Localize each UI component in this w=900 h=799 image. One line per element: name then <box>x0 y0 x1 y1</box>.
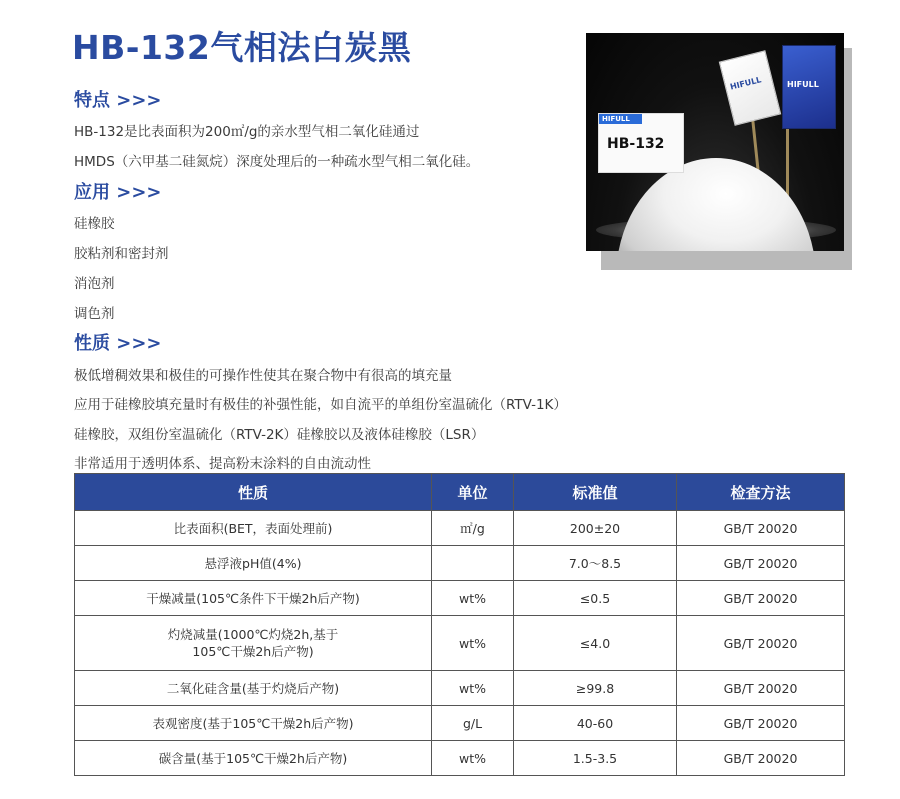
cell-unit: wt% <box>432 581 514 616</box>
cell-property-line: 105℃干燥2h后产物) <box>192 644 314 659</box>
cell-method: GB/T 20020 <box>677 706 845 741</box>
cell-property: 碳含量(基于105℃干燥2h后产物) <box>75 741 432 776</box>
cell-value: 7.0～8.5 <box>514 546 677 581</box>
cell-property: 干燥减量(105℃条件下干燥2h后产物) <box>75 581 432 616</box>
flag-logo: HIFULL <box>787 80 819 89</box>
table-row <box>75 546 845 581</box>
cell-method: GB/T 20020 <box>677 546 845 581</box>
features-line: HB-132是比表面积为200㎡/g的亲水型气相二氧化硅通过 <box>74 124 420 140</box>
table-row <box>75 741 845 776</box>
features-heading: 特点 >>> <box>74 90 162 111</box>
column-header-property: 性质 <box>75 474 432 511</box>
table-row <box>75 511 845 546</box>
cell-unit: wt% <box>432 671 514 706</box>
card-product-name: HB-132 <box>607 136 665 152</box>
cell-method: GB/T 20020 <box>677 671 845 706</box>
cell-value: ≥99.8 <box>514 671 677 706</box>
properties-line: 非常适用于透明体系、提高粉末涂料的自由流动性 <box>74 456 371 472</box>
cell-method: GB/T 20020 <box>677 581 845 616</box>
properties-line: 硅橡胶，双组份室温硫化（RTV-2K）硅橡胶以及液体硅橡胶（LSR） <box>74 427 485 443</box>
cell-property-line: 灼烧减量(1000℃灼烧2h,基于 <box>167 627 339 642</box>
table-row <box>75 581 845 616</box>
cell-unit: g/L <box>432 706 514 741</box>
cell-property: 二氧化硅含量(基于灼烧后产物) <box>75 671 432 706</box>
properties-table <box>74 473 845 776</box>
column-header-standard-value: 标准值 <box>514 474 677 511</box>
page-title: HB-132气相法白炭黑 <box>72 28 412 67</box>
column-header-unit: 单位 <box>432 474 514 511</box>
card-logo: HIFULL <box>599 114 642 124</box>
cell-value: 1.5-3.5 <box>514 741 677 776</box>
application-item: 调色剂 <box>74 306 115 322</box>
application-item: 消泡剂 <box>74 276 115 292</box>
cell-unit <box>432 546 514 581</box>
cell-property: 悬浮液pH值(4%) <box>75 546 432 581</box>
cell-value: ≤0.5 <box>514 581 677 616</box>
properties-heading: 性质 >>> <box>74 333 162 354</box>
applications-heading: 应用 >>> <box>74 182 162 203</box>
table-row <box>75 616 845 671</box>
cell-method: GB/T 20020 <box>677 616 845 671</box>
properties-line: 极低增稠效果和极佳的可操作性使其在聚合物中有很高的填充量 <box>74 368 452 384</box>
features-line: HMDS（六甲基二硅氮烷）深度处理后的一种疏水型气相二氧化硅。 <box>74 154 480 170</box>
cell-property: 比表面积(BET，表面处理前) <box>75 511 432 546</box>
cell-method: GB/T 20020 <box>677 511 845 546</box>
table-row <box>75 706 845 741</box>
cell-value: 200±20 <box>514 511 677 546</box>
product-photo <box>586 33 844 251</box>
application-item: 胶粘剂和密封剂 <box>74 246 169 262</box>
cell-unit: wt% <box>432 616 514 671</box>
product-card <box>598 113 684 173</box>
flag-logo: HIFULL <box>729 75 763 92</box>
cell-property: 表观密度(基于105℃干燥2h后产物) <box>75 706 432 741</box>
column-header-test-method: 检查方法 <box>677 474 845 511</box>
cell-unit: ㎡/g <box>432 511 514 546</box>
cell-value: ≤4.0 <box>514 616 677 671</box>
cell-value: 40-60 <box>514 706 677 741</box>
cell-method: GB/T 20020 <box>677 741 845 776</box>
cell-property <box>75 616 432 671</box>
application-item: 硅橡胶 <box>74 216 115 232</box>
blue-flag <box>782 45 836 129</box>
white-flag <box>719 50 782 126</box>
table-row <box>75 671 845 706</box>
properties-line: 应用于硅橡胶填充量时有极佳的补强性能，如自流平的单组份室温硫化（RTV-1K） <box>74 397 567 413</box>
table-header-row <box>75 474 845 511</box>
cell-unit: wt% <box>432 741 514 776</box>
